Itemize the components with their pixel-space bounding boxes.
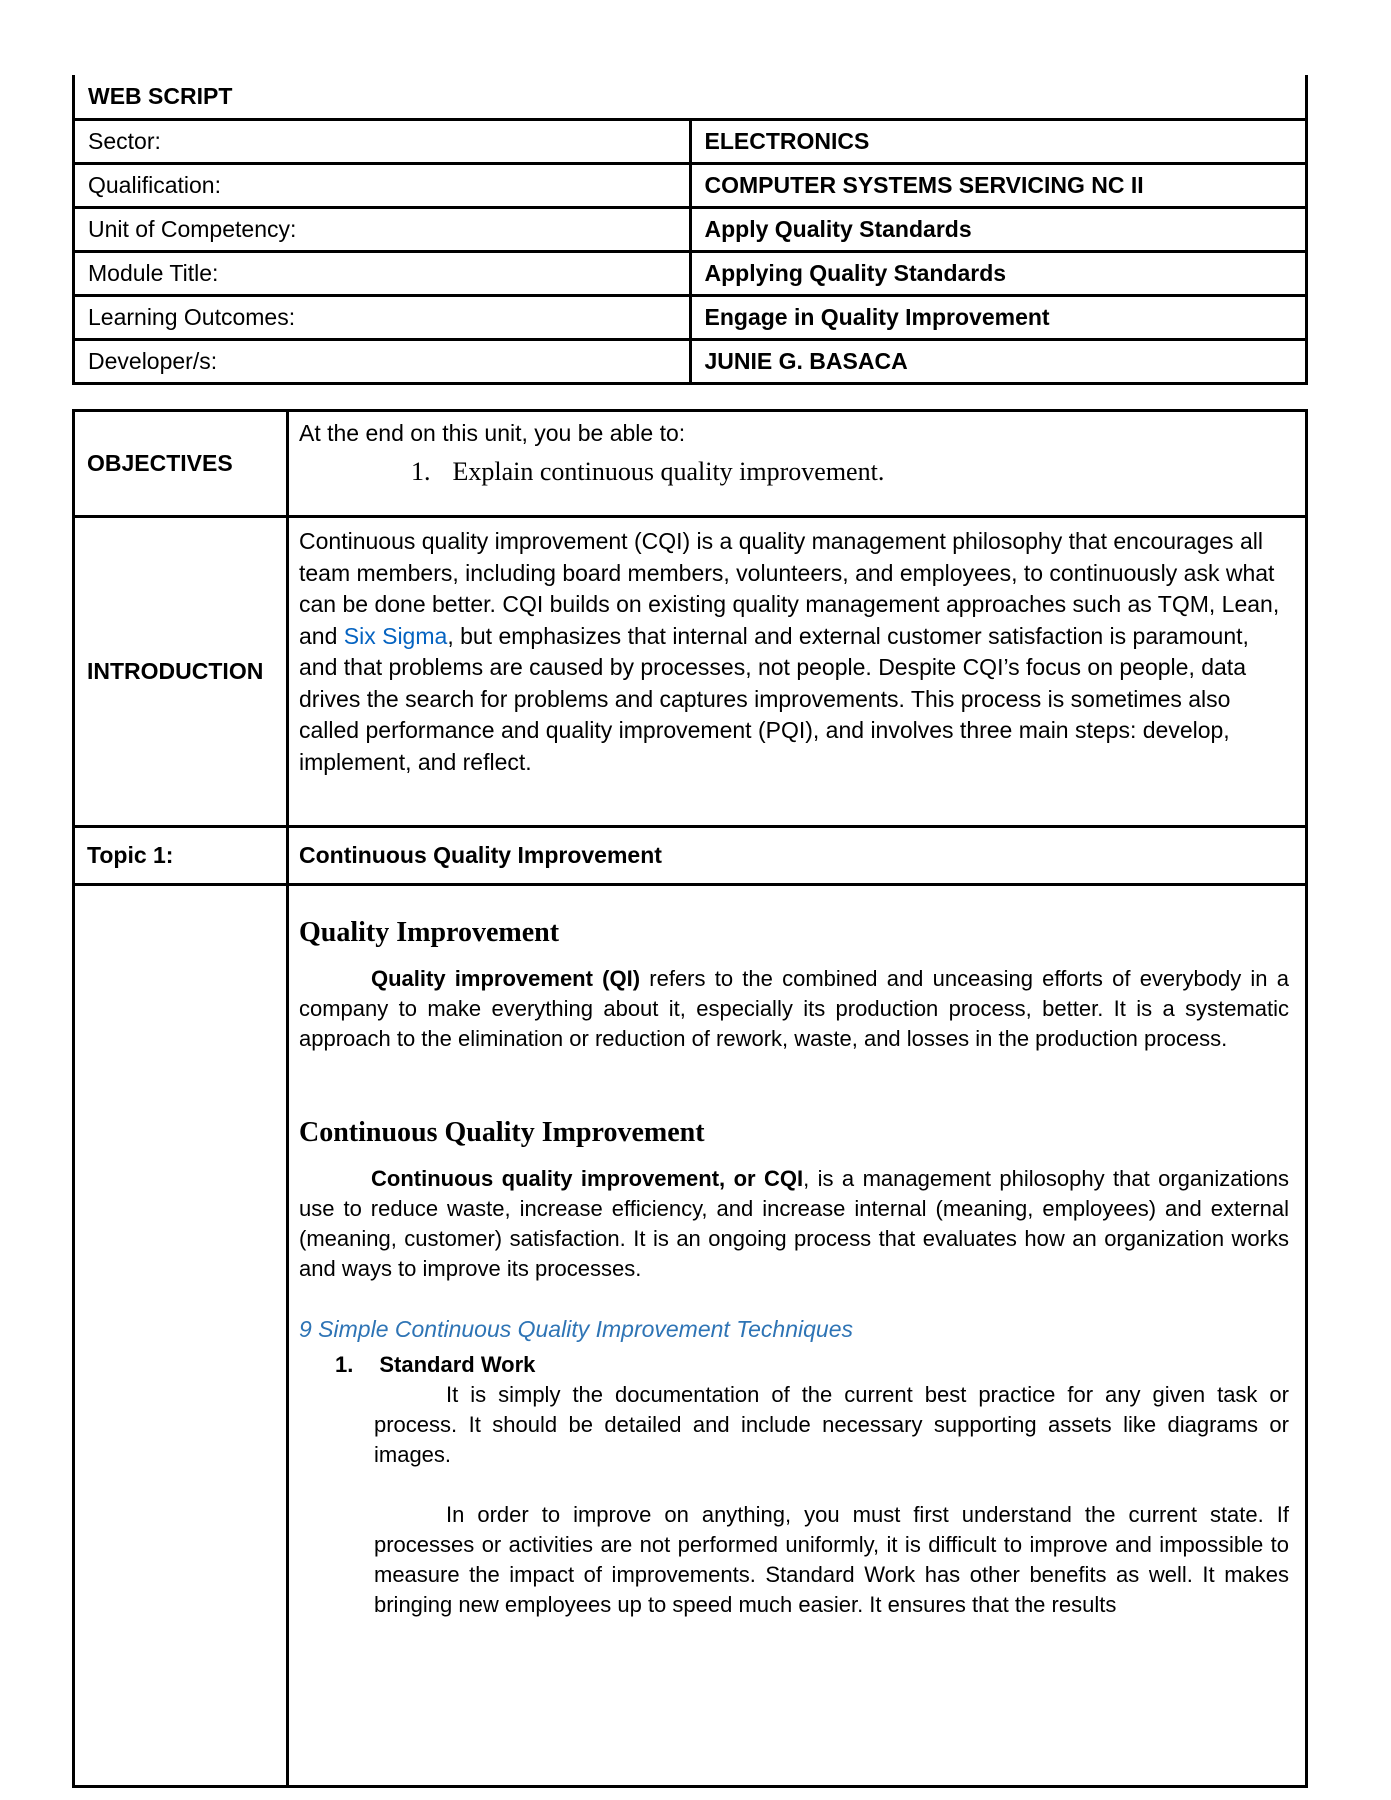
field-label-qualification: Qualification: <box>74 164 691 208</box>
topic1-label: Topic 1: <box>74 827 288 885</box>
section-gap <box>299 1054 1289 1116</box>
web-script-table <box>72 75 1308 385</box>
field-value-unit-of-competency: Apply Quality Standards <box>690 208 1307 252</box>
topic1-title: Continuous Quality Improvement <box>288 827 1307 885</box>
objective-item-text: Explain continuous quality improvement. <box>452 457 885 486</box>
cqi-lead-bold: Continuous quality improvement, or CQI <box>371 1166 804 1191</box>
cqi-heading: Continuous Quality Improvement <box>299 1117 705 1148</box>
introduction-label: INTRODUCTION <box>74 517 288 827</box>
table-row-developers <box>74 340 1307 384</box>
introduction-content <box>288 517 1307 827</box>
module-content-table <box>72 409 1308 1788</box>
topic-content-row <box>74 885 1307 1787</box>
field-value-developers: JUNIE G. BASACA <box>690 340 1307 384</box>
field-label-learning-outcomes: Learning Outcomes: <box>74 296 691 340</box>
qi-lead-bold: Quality improvement (QI) <box>371 966 641 991</box>
field-value-learning-outcomes: Engage in Quality Improvement <box>690 296 1307 340</box>
field-value-module-title: Applying Quality Standards <box>690 252 1307 296</box>
topic-content <box>288 885 1307 1787</box>
introduction-row <box>74 517 1307 827</box>
technique-1-paragraph-2: In order to improve on anything, you must first understand the current state. If processes or activities are not performed uniformly, it is difficult to improve and impossible to measure the impact of improvements. Standard Work has other benefits as well. It makes bringing new employees up to speed much easier. It ensures that the results <box>374 1502 1289 1617</box>
web-script-title: WEB SCRIPT <box>74 75 1307 120</box>
technique-1-title: Standard Work <box>379 1352 536 1377</box>
field-value-qualification: COMPUTER SYSTEMS SERVICING NC II <box>690 164 1307 208</box>
field-value-sector: ELECTRONICS <box>690 120 1307 164</box>
document-sheet <box>72 75 1308 1788</box>
table-row-module-title <box>74 252 1307 296</box>
objectives-label: OBJECTIVES <box>74 411 288 517</box>
objectives-row <box>74 411 1307 517</box>
objective-item-number: 1. <box>411 457 431 486</box>
technique-1-number: 1. <box>335 1352 354 1377</box>
introduction-text-before-link: Continuous quality improvement (CQI) is a quality management philosophy that encourages all team members, including board members, volunteers, and employees, to continuously ask what can be done better. CQI builds on existing quality management approaches such as TQM, Lean, and <box>299 528 1280 649</box>
topic1-row <box>74 827 1307 885</box>
techniques-heading: 9 Simple Continuous Quality Improvement Techniques <box>299 1316 853 1342</box>
table-row-sector <box>74 120 1307 164</box>
objectives-lead-text: At the end on this unit, you be able to: <box>299 420 686 446</box>
field-label-sector: Sector: <box>74 120 691 164</box>
cqi-text: , is a management philosophy that organizations use to reduce waste, increase efficiency, and increase internal (meaning, employees) and external (meaning, customer) satisfaction. It is an ongoing process that evaluates how an organization works and ways to improve its processes. <box>299 1166 1289 1281</box>
technique-1-paragraph-1: It is simply the documentation of the current best practice for any given task or process. It should be detailed and include necessary supporting assets like diagrams or images. <box>374 1382 1289 1467</box>
technique-1-title-row <box>335 1350 1289 1380</box>
qi-text: refers to the combined and unceasing efforts of everybody in a company to make everything about it, especially its production process, better. It is a systematic approach to the elimination or reduction of rework, waste, and losses in the production process. <box>299 966 1289 1051</box>
qi-heading: Quality Improvement <box>299 917 560 948</box>
field-label-unit-of-competency: Unit of Competency: <box>74 208 691 252</box>
table-row-qualification <box>74 164 1307 208</box>
field-label-module-title: Module Title: <box>74 252 691 296</box>
table-row-unit-of-competency <box>74 208 1307 252</box>
objectives-content <box>288 411 1307 517</box>
table-row-title <box>74 75 1307 120</box>
qi-paragraph <box>299 964 1289 1054</box>
cqi-paragraph <box>299 1164 1289 1284</box>
six-sigma-link[interactable]: Six Sigma <box>343 622 448 649</box>
introduction-paragraph <box>299 526 1291 778</box>
table-row-learning-outcomes <box>74 296 1307 340</box>
objective-item <box>411 457 1291 487</box>
field-label-developers: Developer/s: <box>74 340 691 384</box>
introduction-text-after-link: , but emphasizes that internal and external customer satisfaction is paramount, and that problems are caused by processes, not people. Despite CQI’s focus on people, data drives the search for problems and captures improvements. This process is sometimes also called performance and quality improvement (PQI), and involves three main steps: develop, implement, and reflect. <box>299 622 1249 775</box>
topic-content-empty-label <box>74 885 288 1787</box>
